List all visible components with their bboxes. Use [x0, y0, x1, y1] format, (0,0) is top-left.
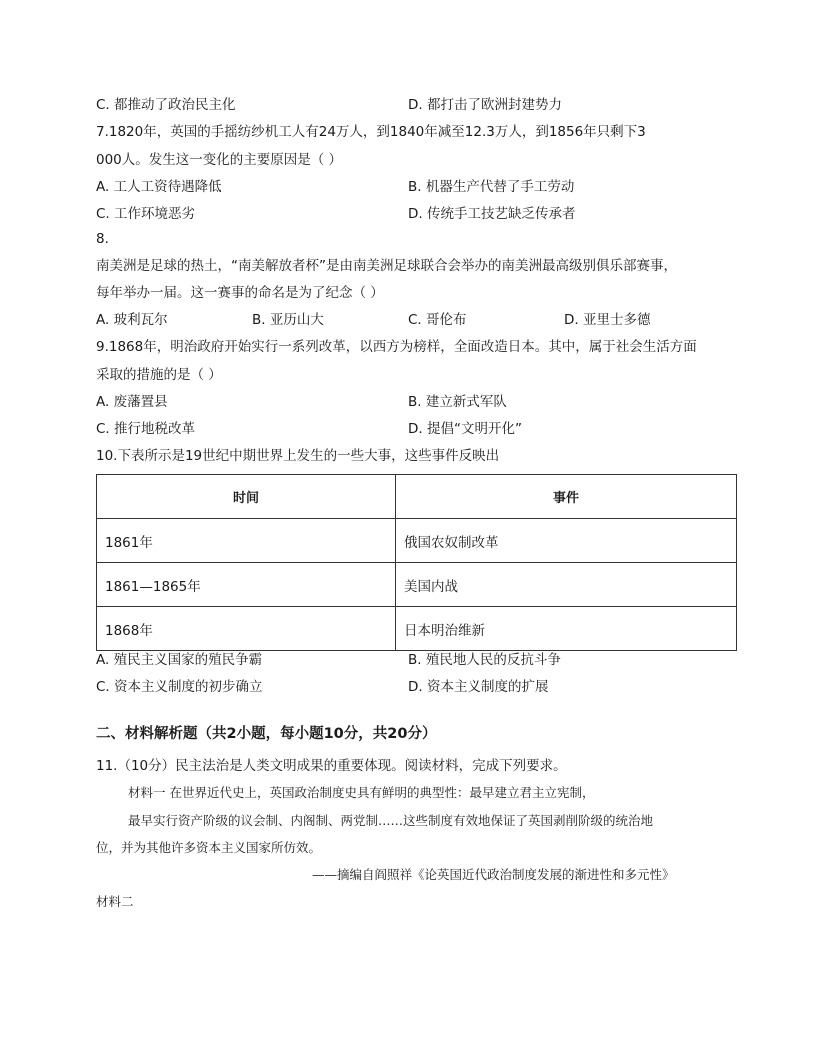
q7-option-c: C. 工作环境恶劣 [96, 206, 196, 222]
table-row [97, 607, 737, 651]
q10-option-a: A. 殖民主义国家的殖民争霸 [96, 652, 263, 668]
q7-option-a: A. 工人工资待遇降低 [96, 179, 222, 195]
table-cell-event: 日本明治维新 [396, 607, 737, 651]
q11-stem: 11.（10分）民主法治是人类文明成果的重要体现。阅读材料，完成下列要求。 [96, 758, 567, 774]
q8-option-b: B. 亚历山大 [252, 312, 324, 328]
table-cell-time: 1861—1865年 [97, 563, 396, 607]
q8-option-c: C. 哥伦布 [408, 312, 467, 328]
q9-stem-line2: 采取的措施的是（ ） [96, 367, 222, 383]
q6-option-c: C. 都推动了政治民主化 [96, 97, 236, 113]
q6-option-d: D. 都打击了欧洲封建势力 [408, 97, 562, 113]
q7-stem-line2: 000人。发生这一变化的主要原因是（ ） [96, 152, 343, 168]
table-row [97, 563, 737, 607]
q10-option-d: D. 资本主义制度的扩展 [408, 679, 549, 695]
q7-option-d: D. 传统手工技艺缺乏传承者 [408, 206, 576, 222]
material-1-line2: 最早实行资产阶级的议会制、内阁制、两党制……这些制度有效地保证了英国剥削阶级的统治地 [128, 813, 654, 828]
q9-stem-line1: 9.1868年，明治政府开始实行一系列改革，以西方为榜样，全面改造日本。其中，属于社会生活方面 [96, 339, 697, 355]
q10-option-c: C. 资本主义制度的初步确立 [96, 679, 263, 695]
q8-stem-line1: 南美洲是足球的热土，“南美解放者杯”是由南美洲足球联合会举办的南美洲最高级别俱乐部赛事， [96, 258, 677, 274]
material-2-label: 材料二 [96, 894, 134, 909]
q10-option-b: B. 殖民地人民的反抗斗争 [408, 652, 561, 668]
q8-option-d: D. 亚里士多德 [564, 312, 651, 328]
q9-option-a: A. 废藩置县 [96, 394, 168, 410]
q8-option-a: A. 玻利瓦尔 [96, 312, 168, 328]
q8-number: 8. [96, 231, 109, 247]
q7-option-b: B. 机器生产代替了手工劳动 [408, 179, 575, 195]
q7-stem-line1: 7.1820年，英国的手摇纺纱机工人有24万人，到1840年减至12.3万人，到1856年只剩下3 [96, 124, 646, 140]
section-heading: 二、材料解析题（共2小题，每小题10分，共20分） [96, 726, 437, 742]
q9-option-c: C. 推行地税改革 [96, 421, 196, 437]
material-1-line1: 材料一 在世界近代史上，英国政治制度史具有鲜明的典型性：最早建立君主立宪制， [128, 785, 595, 800]
table-cell-time: 1861年 [97, 519, 396, 563]
events-table [96, 474, 737, 651]
table-header-row [97, 475, 737, 519]
material-1-source: ——摘编自阎照祥《论英国近代政治制度发展的渐进性和多元性》 [312, 867, 675, 882]
q9-option-b: B. 建立新式军队 [408, 394, 507, 410]
material-1-line3: 位，并为其他许多资本主义国家所仿效。 [96, 840, 322, 855]
table-row [97, 519, 737, 563]
table-header-time: 时间 [97, 475, 396, 519]
table-header-event: 事件 [396, 475, 737, 519]
q9-option-d: D. 提倡“文明开化” [408, 421, 522, 437]
table-cell-event: 美国内战 [396, 563, 737, 607]
table-cell-time: 1868年 [97, 607, 396, 651]
table-cell-event: 俄国农奴制改革 [396, 519, 737, 563]
q8-stem-line2: 每年举办一届。这一赛事的命名是为了纪念（ ） [96, 285, 384, 301]
q10-stem: 10.下表所示是19世纪中期世界上发生的一些大事，这些事件反映出 [96, 448, 500, 464]
